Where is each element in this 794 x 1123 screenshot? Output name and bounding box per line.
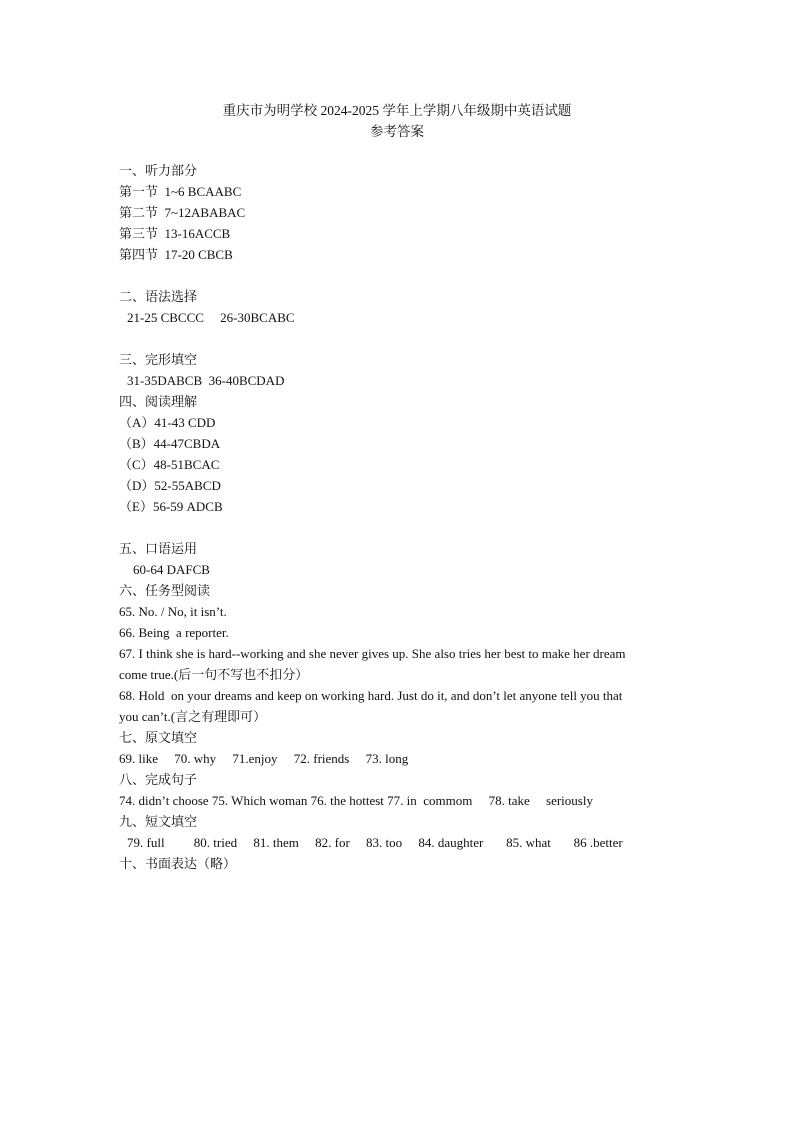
document-title: 重庆市为明学校 2024-2025 学年上学期八年级期中英语试题 [222, 103, 572, 118]
section-heading-listening: 一、听力部分 [119, 163, 198, 178]
answer-line: 第三节 13-16ACCB [119, 226, 231, 241]
section-heading-sentences: 八、完成句子 [119, 772, 198, 787]
section-heading-task-reading: 六、任务型阅读 [119, 583, 211, 598]
answer-line: （C）48-51BCAC [119, 457, 220, 472]
document-subtitle: 参考答案 [370, 124, 424, 139]
section-heading-passage-fill: 九、短文填空 [119, 814, 198, 829]
section-heading-reading: 四、阅读理解 [119, 394, 198, 409]
answer-line: 第二节 7~12ABABAC [119, 205, 246, 220]
answer-line: 67. I think she is hard--working and she never gives up. She also tries her best to make her dream [119, 646, 626, 661]
answer-line: 69. like 70. why 71.enjoy 72. friends 73. long [119, 751, 409, 766]
section-heading-speaking: 五、口语运用 [119, 541, 198, 556]
answer-list [119, 160, 679, 874]
answer-line: 第四节 17-20 CBCB [119, 247, 233, 262]
answer-line: 60-64 DAFCB [133, 562, 210, 577]
answer-line: 68. Hold on your dreams and keep on working hard. Just do it, and don’t let anyone tell you that [119, 688, 623, 703]
answer-line: 31-35DABCB 36-40BCDAD [127, 373, 285, 388]
answer-line: 21-25 CBCCC 26-30BCABC [127, 310, 295, 325]
answer-line: 第一节 1~6 BCAABC [119, 184, 242, 199]
section-heading-grammar: 二、语法选择 [119, 289, 198, 304]
answer-line: 65. No. / No, it isn’t. [119, 604, 227, 619]
answer-line: 74. didn’t choose 75. Which woman 76. the hottest 77. in commom 78. take seriously [119, 793, 593, 808]
answer-line: （B）44-47CBDA [119, 436, 221, 451]
answer-line: 79. full 80. tried 81. them 82. for 83. too 84. daughter 85. what 86 .better [127, 835, 623, 850]
spacer [119, 328, 679, 349]
section-heading-writing: 十、书面表达（略） [119, 856, 237, 871]
section-heading-cloze: 三、完形填空 [119, 352, 198, 367]
spacer [119, 265, 679, 286]
answer-line: （D）52-55ABCD [119, 478, 221, 493]
answer-line: you can’t.(言之有理即可） [119, 709, 267, 724]
answer-line: （A）41-43 CDD [119, 415, 216, 430]
answer-line: （E）56-59 ADCB [119, 499, 223, 514]
section-heading-fill-in: 七、原文填空 [119, 730, 198, 745]
answer-line: 66. Being a reporter. [119, 625, 229, 640]
answer-line: come true.(后一句不写也不扣分） [119, 667, 309, 682]
spacer [119, 517, 679, 538]
